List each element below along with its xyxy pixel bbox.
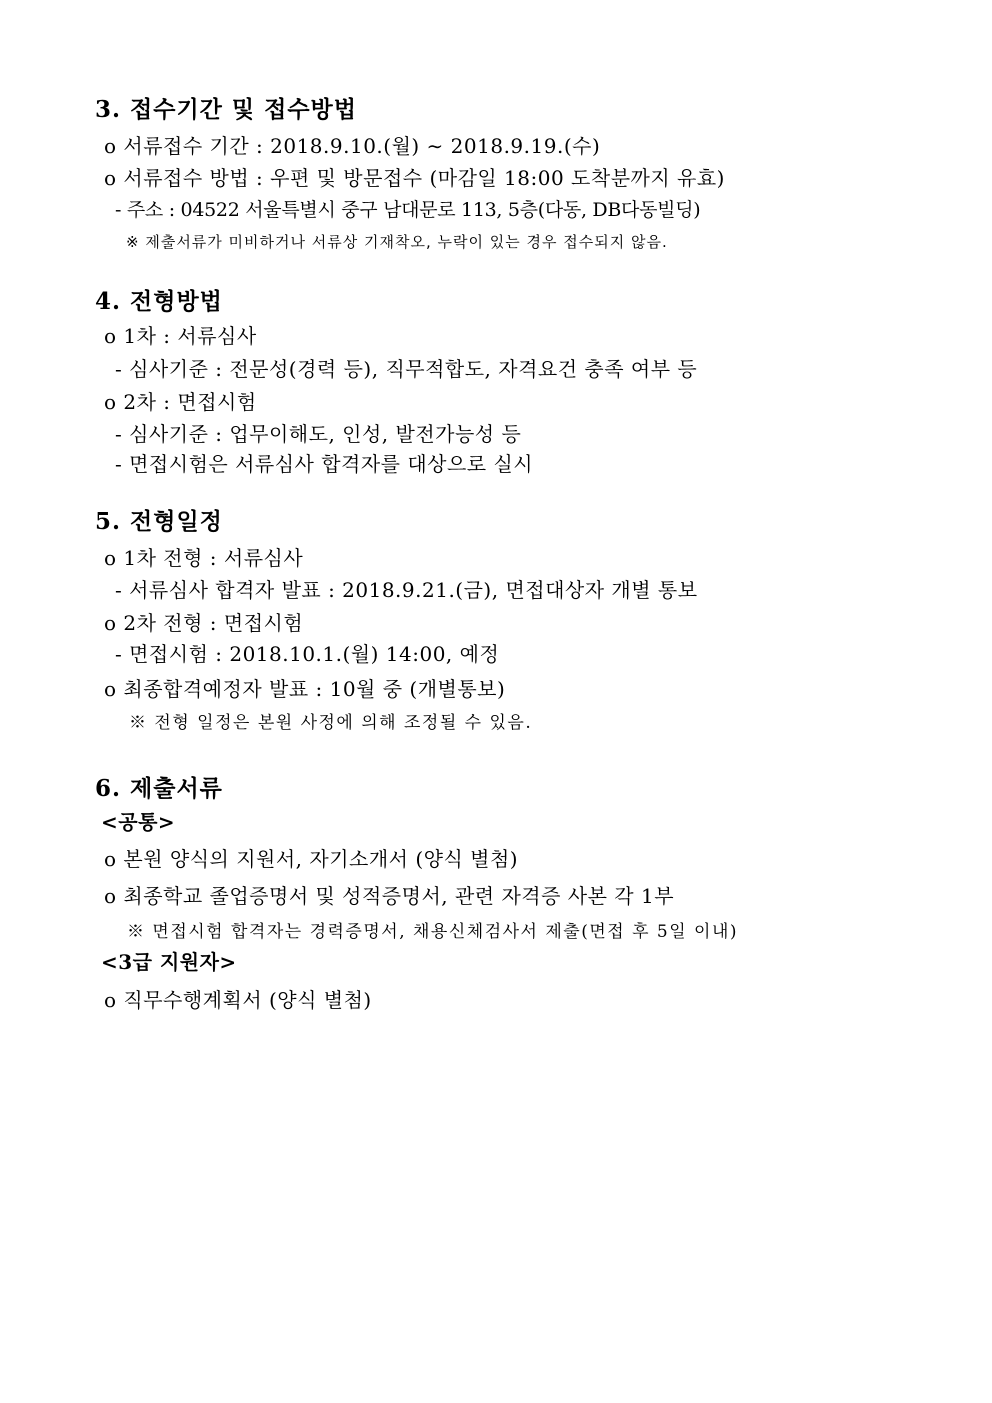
section-4-stage1: o 1차 : 서류심사 <box>104 324 257 348</box>
section-4-stage2-criteria: - 심사기준 : 업무이해도, 인성, 발전가능성 등 <box>115 422 522 446</box>
section-4-stage2: o 2차 : 면접시험 <box>104 390 257 414</box>
section-5-heading: 5. 전형일정 <box>95 508 223 535</box>
section-4-heading: 4. 전형방법 <box>95 288 223 315</box>
section-5-note: ※ 전형 일정은 본원 사정에 의해 조정될 수 있음. <box>129 713 533 733</box>
section-6-grade3-label: <3급 지원자> <box>101 950 237 974</box>
section-6-common-item2: o 최종학교 졸업증명서 및 성적증명서, 관련 자격증 사본 각 1부 <box>104 884 675 908</box>
section-6-grade3-item1: o 직무수행계획서 (양식 별첨) <box>104 988 372 1012</box>
section-6-heading: 6. 제출서류 <box>95 775 223 802</box>
section-6-common-note: ※ 면접시험 합격자는 경력증명서, 채용신체검사서 제출(면접 후 5일 이내) <box>127 922 739 942</box>
section-3-method: o 서류접수 방법 : 우편 및 방문접수 (마감일 18:00 도착분까지 유효) <box>104 166 725 190</box>
section-5-stage1: o 1차 전형 : 서류심사 <box>104 546 304 570</box>
section-4-stage1-criteria: - 심사기준 : 전문성(경력 등), 직무적합도, 자격요건 충족 여부 등 <box>115 357 698 381</box>
section-6-common-label: <공통> <box>101 810 176 834</box>
section-5-stage2-date: - 면접시험 : 2018.10.1.(월) 14:00, 예정 <box>115 642 500 666</box>
section-3-address: - 주소 : 04522 서울특별시 중구 남대문로 113, 5층(다동, DB다동빌딩) <box>115 199 701 221</box>
section-3-heading: 3. 접수기간 및 접수방법 <box>95 96 357 123</box>
section-4-stage2-target: - 면접시험은 서류심사 합격자를 대상으로 실시 <box>115 452 534 476</box>
section-5-final: o 최종합격예정자 발표 : 10월 중 (개별통보) <box>104 677 506 701</box>
section-5-stage1-result: - 서류심사 합격자 발표 : 2018.9.21.(금), 면접대상자 개별 통보 <box>115 578 698 602</box>
section-5-stage2: o 2차 전형 : 면접시험 <box>104 611 304 635</box>
section-3-period: o 서류접수 기간 : 2018.9.10.(월) ∼ 2018.9.19.(수) <box>104 134 601 158</box>
section-3-note: ※ 제출서류가 미비하거나 서류상 기재착오, 누락이 있는 경우 접수되지 않음. <box>126 233 668 251</box>
section-6-common-item1: o 본원 양식의 지원서, 자기소개서 (양식 별첨) <box>104 847 519 871</box>
